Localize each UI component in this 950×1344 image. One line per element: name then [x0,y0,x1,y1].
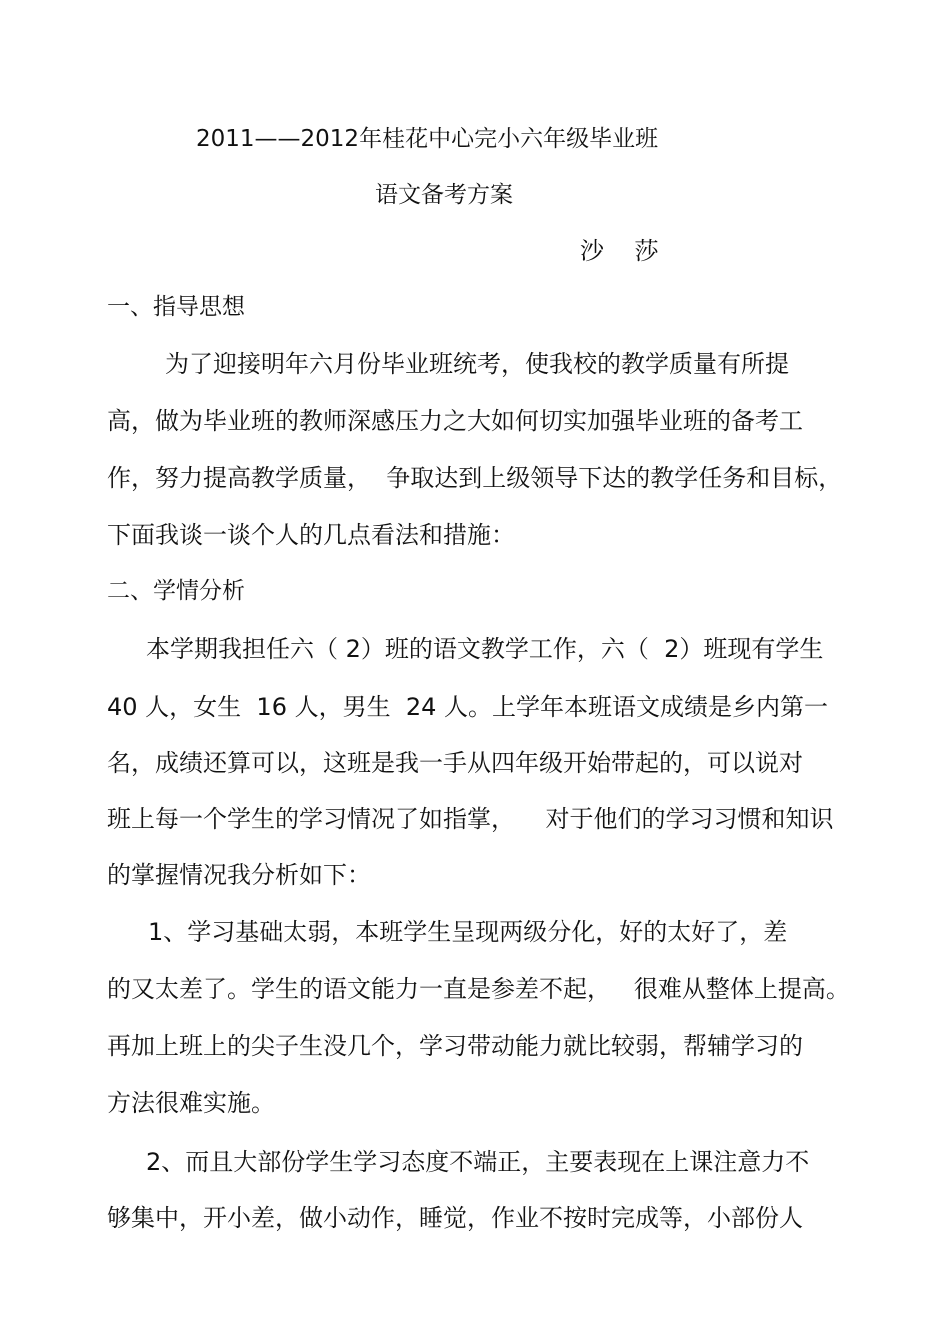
title-line-1: 2011——2012年桂花中心完小六年级毕业班 [196,126,659,152]
paragraph-line: 2、而且大部份学生学习态度不端正，主要表现在上课注意力不 [146,1148,810,1176]
paragraph-line: 1、学习基础太弱，本班学生呈现两级分化，好的太好了，差 [148,918,788,946]
paragraph-line: 的又太差了。学生的语文能力一直是参差不起， 很难从整体上提高。 [107,975,850,1003]
paragraph-line: 够集中，开小差，做小动作，睡觉，作业不按时完成等，小部份人 [107,1204,803,1232]
paragraph-line: 下面我谈一谈个人的几点看法和措施： [107,521,515,549]
paragraph-line: 再加上班上的尖子生没几个，学习带动能力就比较弱，帮辅学习的 [107,1032,803,1060]
paragraph-line: 40 人，女生 16 人，男生 24 人。上学年本班语文成绩是乡内第一 [107,693,829,721]
section-1-heading: 一、指导思想 [107,294,245,320]
paragraph-line: 方法很难实施。 [107,1089,275,1117]
paragraph-line: 为了迎接明年六月份毕业班统考，使我校的教学质量有所提 [165,350,789,378]
paragraph-line: 作，努力提高教学质量， 争取达到上级领导下达的教学任务和目标， [107,464,843,492]
title-line-2: 语文备考方案 [375,182,513,208]
paragraph-line: 班上每一个学生的学习情况了如指掌， 对于他们的学习习惯和知识 [107,805,834,833]
paragraph-line: 名，成绩还算可以，这班是我一手从四年级开始带起的，可以说对 [107,749,803,777]
section-2-heading: 二、学情分析 [107,578,245,604]
paragraph-line: 本学期我担任六（ 2）班的语文教学工作，六（ 2）班现有学生 [146,635,824,663]
paragraph-line: 的掌握情况我分析如下： [107,861,371,889]
paragraph-line: 高，做为毕业班的教师深感压力之大如何切实加强毕业班的备考工 [107,407,803,435]
author: 沙 莎 [580,237,659,265]
